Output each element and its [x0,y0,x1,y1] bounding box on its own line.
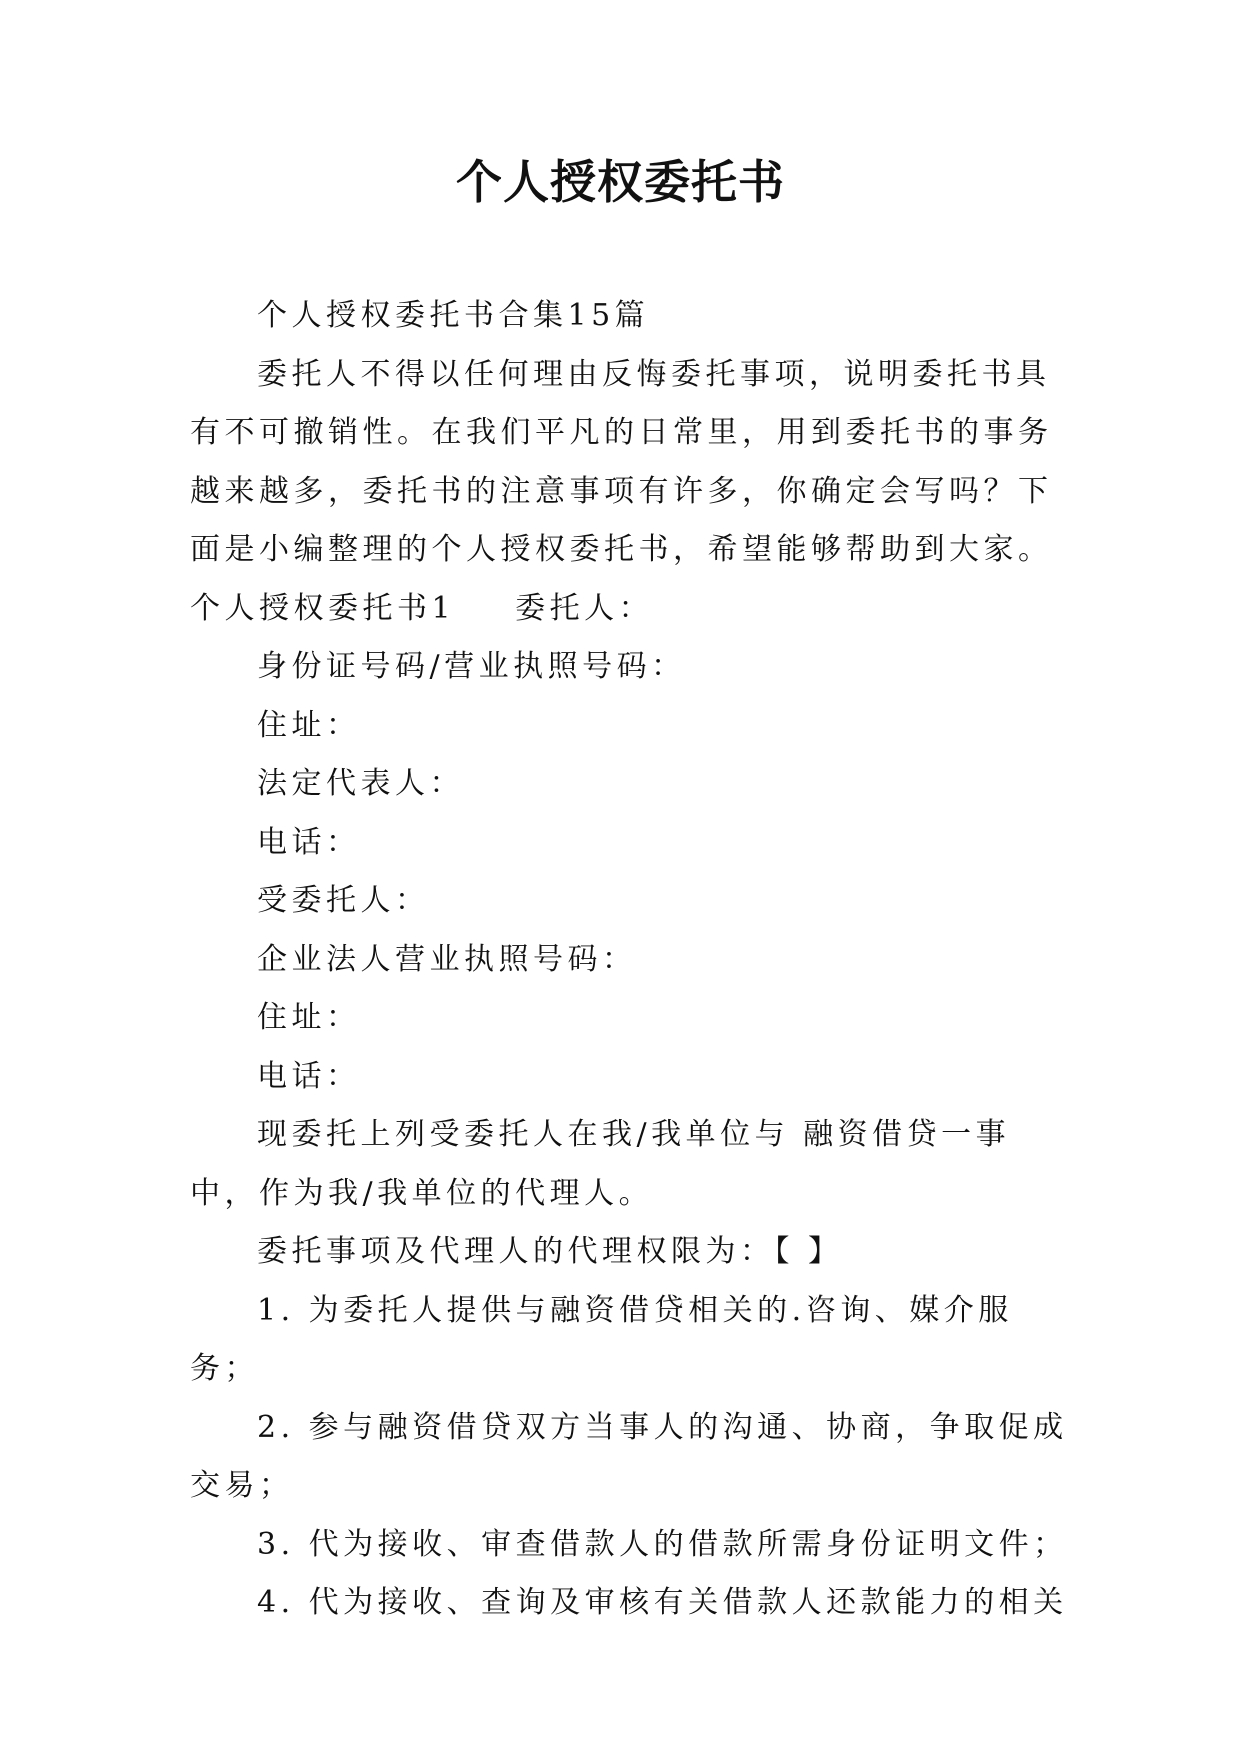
paragraph-id-number: 身份证号码/营业执照号码： [257,649,686,684]
paragraph-business-license: 企业法人营业执照号码： [257,941,637,977]
paragraph-address-2: 住址： [257,1000,361,1035]
paragraph-authority: 委托事项及代理人的代理权限为：【 】 [257,1234,843,1269]
principal-label: 委托人： [515,590,654,626]
paragraph-phone-2: 电话： [257,1058,361,1094]
paragraph-description: 委托人不得以任何理由反悔委托事项，说明委托书具有不可撤销性。在我们平凡的日常里，用到委托书的事务越来越多，委托书的注意事项有许多，你确定会写吗？下面是小编整理的个人授权委托书，希望能够帮助到大家。 [190,356,1053,567]
section-heading-label: 个人授权委托书1 [190,590,456,626]
paragraph-agent: 受委托人： [257,883,430,918]
paragraph-intro: 个人授权委托书合集15篇 [257,298,650,333]
paragraph-item-2: 2. 参与融资借贷双方当事人的沟通、协商，争取促成交易； [190,1409,1068,1503]
paragraph-entrustment: 现委托上列受委托人在我/我单位与 融资借贷一事中，作为我/我单位的代理人。 [190,1117,1011,1211]
paragraph-section-heading [190,580,1070,639]
paragraph-address-1: 住址： [257,707,361,743]
document-title: 个人授权委托书 [456,155,785,209]
paragraph-phone-1: 电话： [257,824,361,860]
paragraph-item-3: 3. 代为接收、审查借款人的借款所需身份证明文件； [257,1526,1068,1562]
paragraph-item-1: 1. 为委托人提供与融资借贷相关的.咨询、媒介服务； [190,1292,1013,1386]
document-body [190,287,1070,1633]
paragraph-item-4: 4. 代为接收、查询及审核有关借款人还款能力的相关 [257,1585,1068,1620]
paragraph-legal-rep: 法定代表人： [257,766,464,801]
